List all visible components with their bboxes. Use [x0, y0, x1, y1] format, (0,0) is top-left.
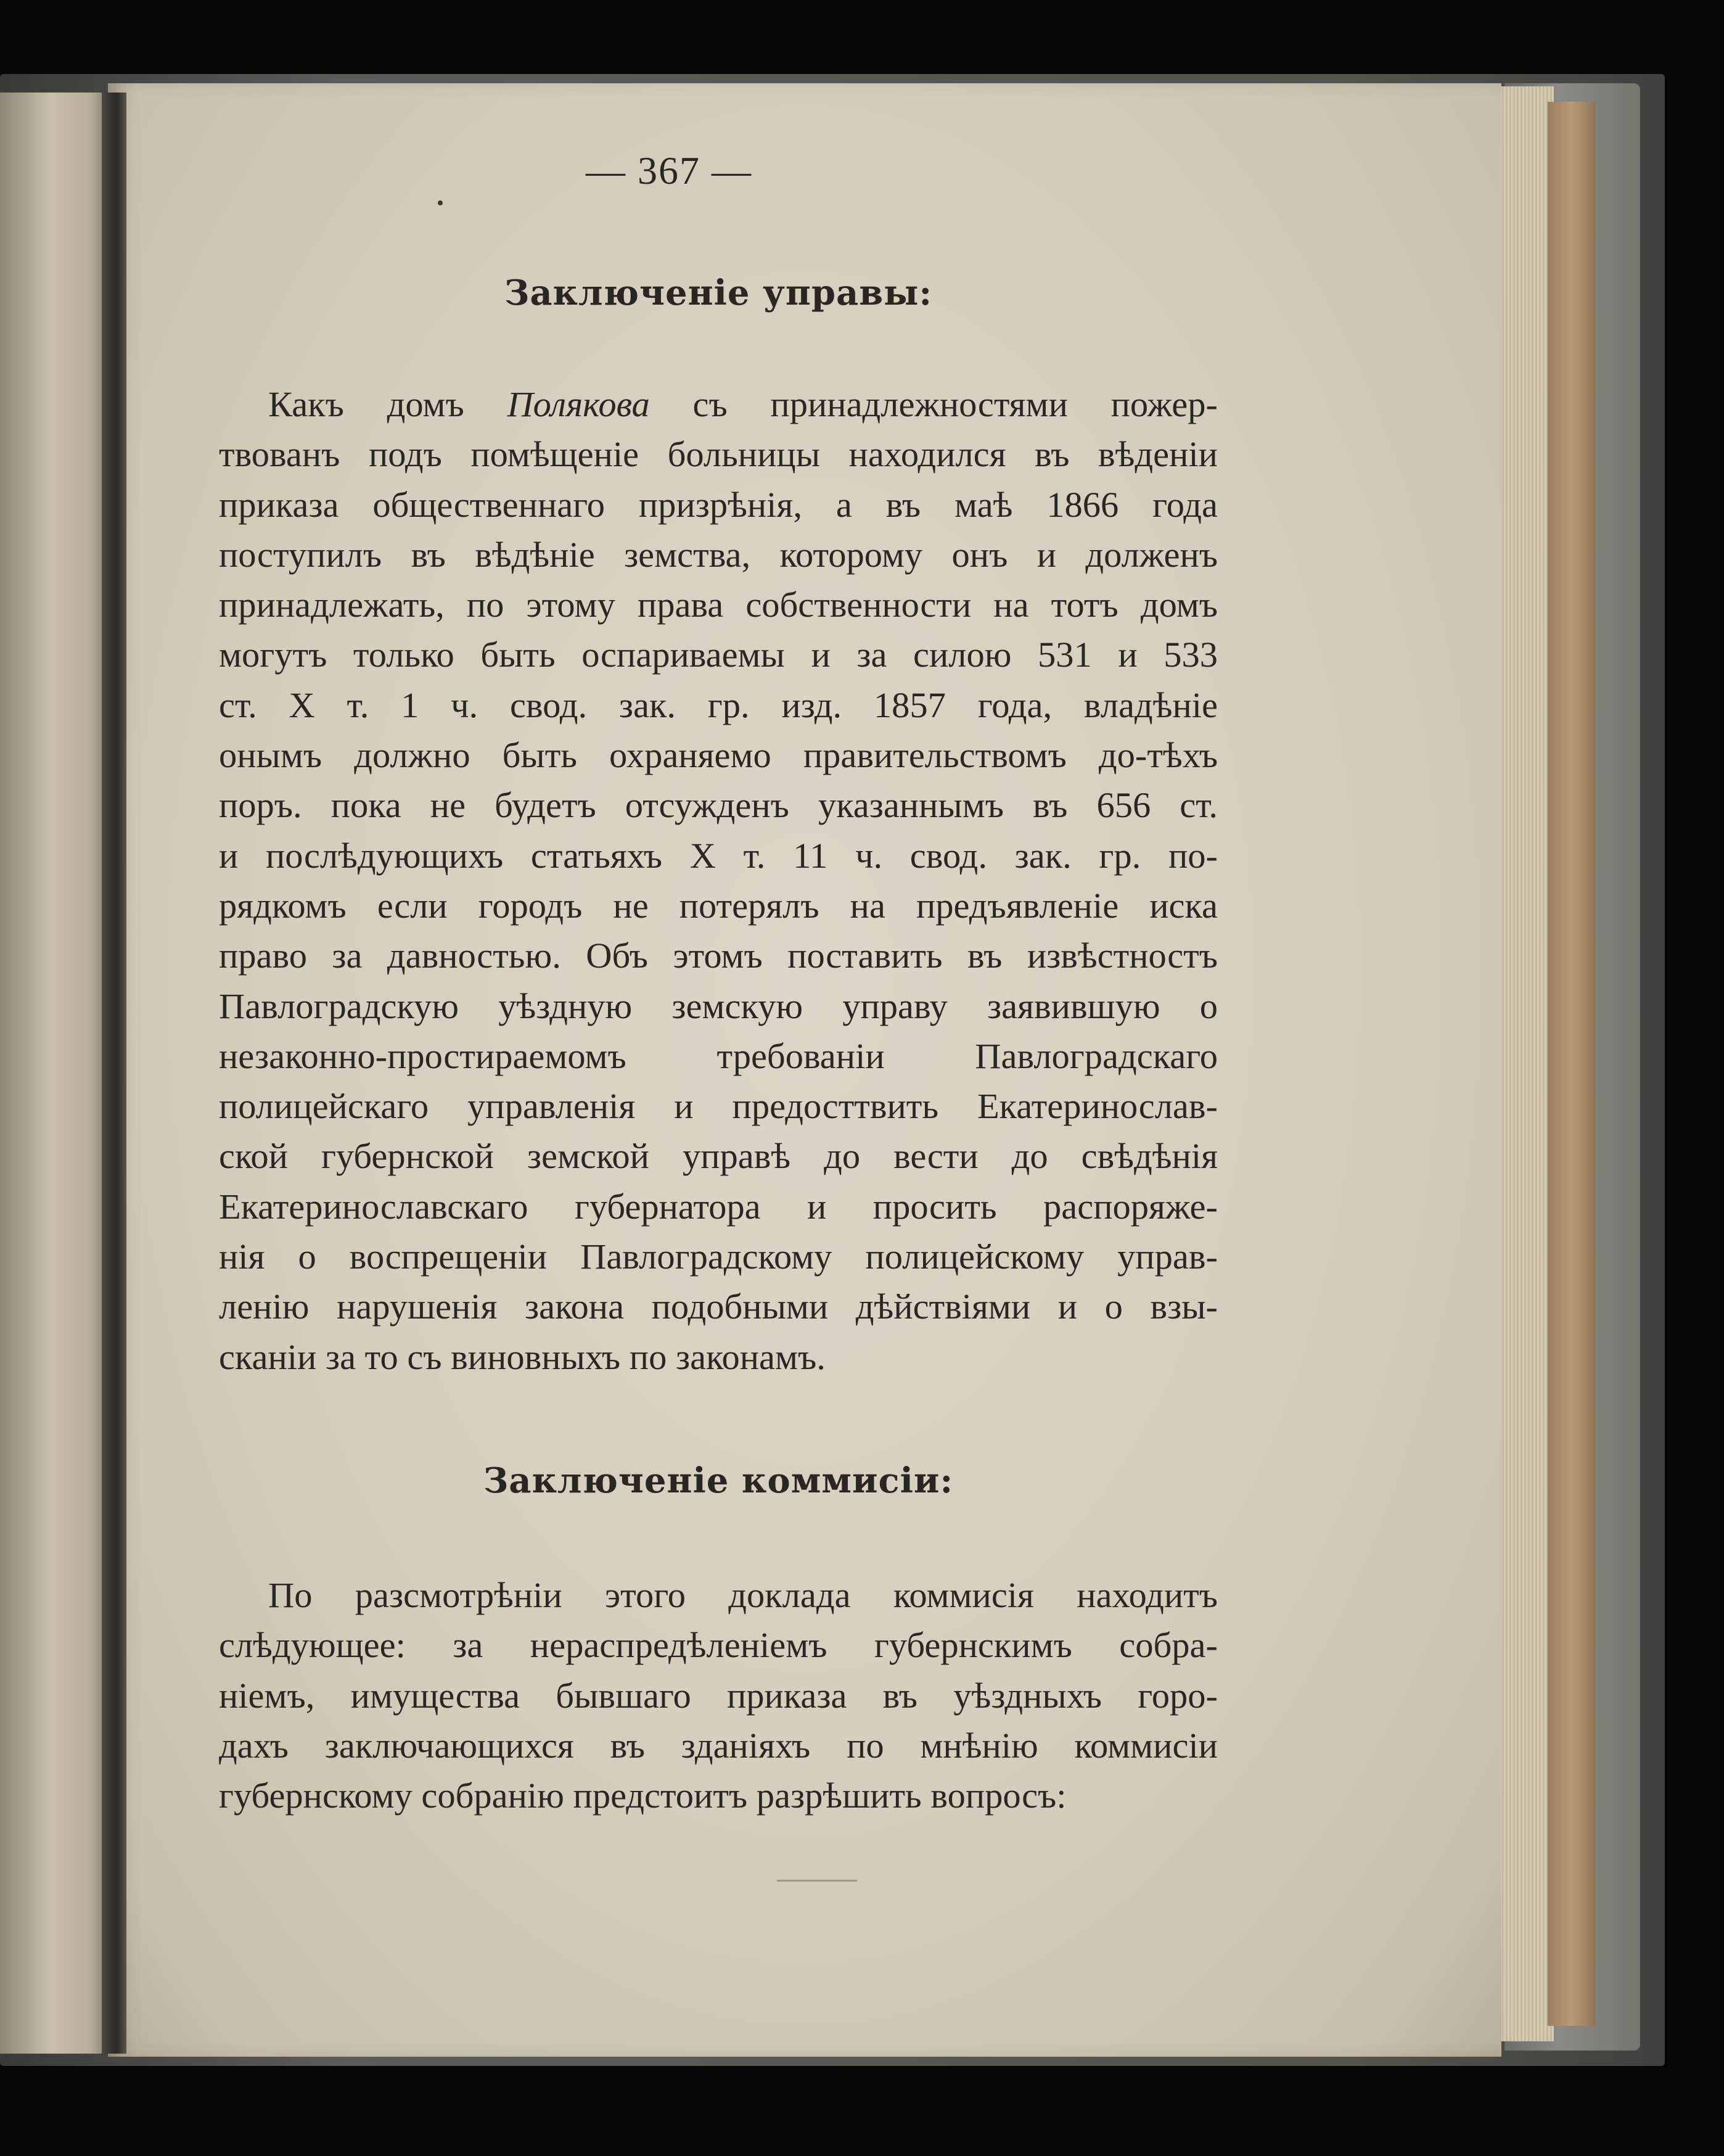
text-line: незаконно-простираемомъ требованiи Павлоградскаго — [219, 1035, 1218, 1076]
facing-page-edge — [0, 93, 114, 2054]
text-line: принадлежать, по этому права собственности на тотъ домъ — [219, 585, 1218, 625]
paragraph-council — [219, 379, 1218, 1382]
text-line: твованъ подъ помѣщенiе больницы находился въ вѣденiи — [219, 434, 1218, 475]
text-segment: съ принадлежностями пожер- — [649, 384, 1218, 424]
text-line: приказа общественнаго призрѣнiя, а въ маѣ 1866 года — [219, 484, 1218, 525]
text-line: ст. X т. 1 ч. свод. зак. гр. изд. 1857 года, владѣнiе — [219, 685, 1218, 725]
text-line: Екатеринославскаго губернатора и просить распоряже- — [219, 1186, 1218, 1227]
text-line: и послѣдующихъ статьяхъ X т. 11 ч. свод. зак. гр. по- — [219, 835, 1218, 876]
text-line: право за давностью. Объ этомъ поставить въ извѣстностъ — [219, 936, 1218, 976]
text-line: слѣдующее: за нераспредѣленiемъ губернскимъ собра- — [219, 1625, 1218, 1666]
text-line: поступилъ въ вѣдѣнiе земства, которому онъ и долженъ — [219, 534, 1218, 575]
text-line: поръ. пока не будетъ отсужденъ указаннымъ въ 656 ст. — [219, 785, 1218, 826]
book-gutter — [102, 93, 126, 2054]
text-line: полицейскаго управленiя и предосттвить Екатеринослав- — [219, 1086, 1218, 1127]
text-line: По разсмотрѣнiи этого доклада коммисiя находитъ — [268, 1574, 1218, 1615]
text-line: сканiи за то съ виновныхъ по законамъ. — [219, 1336, 826, 1377]
text-line: дахъ заключающихся въ зданiяхъ по мнѣнiю коммисiи — [219, 1725, 1218, 1766]
italic-name: Полякова — [507, 384, 650, 424]
endpaper-edge — [1548, 102, 1596, 2026]
paragraph-commission — [219, 1570, 1218, 1821]
text-line: ской губернской земской управѣ до вести до свѣдѣнiя — [219, 1136, 1218, 1177]
text-line — [219, 379, 1218, 429]
text-line: могутъ только быть оспариваемы и за силою 531 и 533 — [219, 635, 1218, 675]
text-segment: Какъ домъ — [268, 384, 507, 424]
text-line: нiя о воспрещенiи Павлоградскому полицейскому управ- — [219, 1236, 1218, 1277]
page-number: — 367 — — [586, 149, 752, 192]
page-content — [219, 148, 1218, 1821]
text-line: нiемъ, имущества бывшаго приказа въ уѣздныхъ горо- — [219, 1675, 1218, 1716]
heading-council-conclusion: Заключенiе управы: — [504, 273, 933, 313]
footer-rule — [777, 1880, 857, 1882]
text-line: Павлоградскую уѣздную земскую управу заявившую о — [219, 985, 1218, 1026]
heading-commission-conclusion: Заключенiе коммисiи: — [483, 1460, 954, 1501]
text-line: онымъ должно быть охраняемо правительствомъ до-тѣхъ — [219, 735, 1218, 776]
text-line: губернскому собранiю предстоитъ разрѣшить вопросъ: — [219, 1775, 1067, 1816]
text-line: ленiю нарушенiя закона подобными дѣйствiями и о взы- — [219, 1286, 1218, 1327]
text-line: рядкомъ если городъ не потерялъ на предъявленiе иска — [219, 885, 1218, 926]
page-edges — [1492, 86, 1554, 2041]
